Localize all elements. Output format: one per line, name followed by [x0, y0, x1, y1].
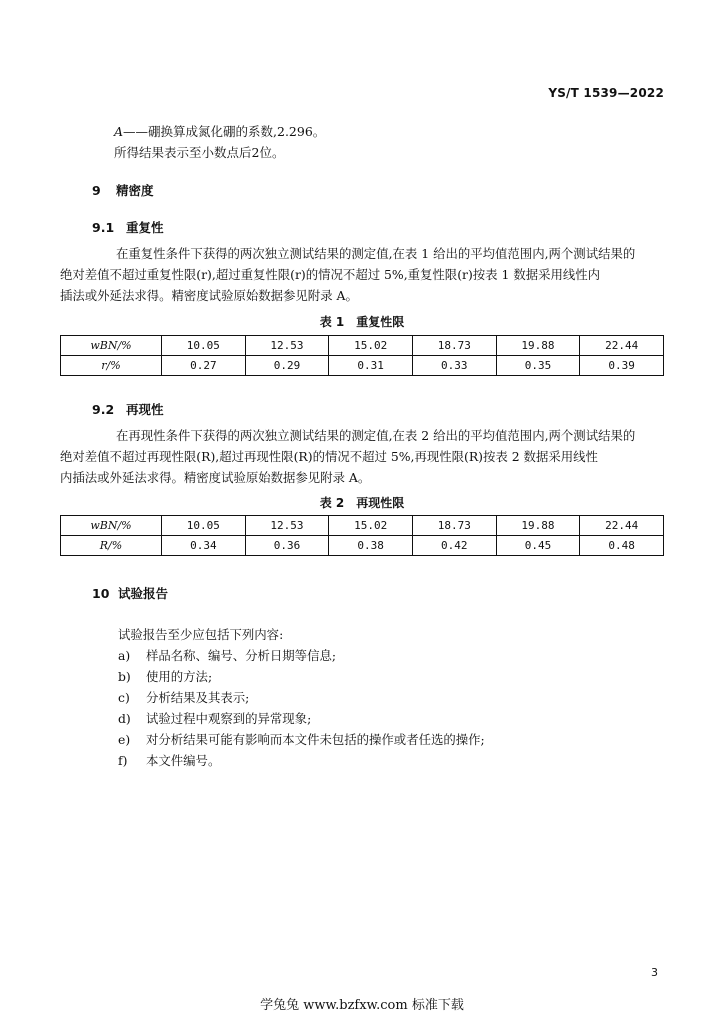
section-9-1-heading	[92, 218, 164, 236]
table-cell: 12.53	[245, 336, 329, 356]
section-number: 9.1	[92, 220, 115, 235]
section-9-2-heading	[92, 400, 164, 418]
list-item	[118, 730, 485, 748]
table-cell: 10.05	[162, 336, 246, 356]
list-item	[118, 667, 212, 685]
table-cell: 19.88	[496, 516, 580, 536]
list-text: 试验过程中观察到的异常现象;	[146, 711, 312, 726]
rounding-note: 所得结果表示至小数点后2位。	[114, 145, 285, 160]
table-row	[61, 536, 664, 556]
row-header: R/%	[61, 536, 162, 556]
paragraph-line: 在重复性条件下获得的两次独立测试结果的测定值,在表 1 给出的平均值范围内,两个测试结果的	[116, 246, 636, 261]
list-marker: d)	[118, 711, 131, 726]
row-header: wBN/%	[61, 516, 162, 536]
list-text: 分析结果及其表示;	[146, 690, 250, 705]
table-cell: 0.27	[162, 356, 246, 376]
table-row	[61, 336, 664, 356]
section-title: 试验报告	[118, 586, 169, 601]
row-header: r/%	[61, 356, 162, 376]
table-cell: 22.44	[580, 516, 664, 536]
table-cell: 0.33	[412, 356, 496, 376]
paragraph-line: 绝对差值不超过再现性限(R),超过再现性限(R)的情况不超过 5%,再现性限(R)按表 2 数据采用线性	[60, 449, 598, 464]
section-title: 再现性	[126, 402, 164, 417]
table-cell: 22.44	[580, 336, 664, 356]
paragraph-line: 绝对差值不超过重复性限(r),超过重复性限(r)的情况不超过 5%,重复性限(r)按表 1 数据采用线性内	[60, 267, 601, 282]
list-text: 样品名称、编号、分析日期等信息;	[146, 648, 337, 663]
table-cell: 0.31	[329, 356, 413, 376]
formula-symbol-definition	[114, 122, 325, 140]
section-number: 9.2	[92, 402, 115, 417]
table-2-caption: 表 2 再现性限	[319, 496, 405, 510]
table-1-caption: 表 1 重复性限	[319, 315, 405, 329]
list-item	[118, 646, 336, 664]
table-cell: 18.73	[412, 336, 496, 356]
table-2	[60, 515, 664, 556]
table-cell: 12.53	[245, 516, 329, 536]
formula-symbol: A	[114, 124, 124, 139]
list-marker: b)	[118, 669, 131, 684]
table-cell: 0.38	[329, 536, 413, 556]
document-code: YS/T 1539—2022	[548, 86, 664, 100]
list-text: 使用的方法;	[146, 669, 213, 684]
list-item	[118, 751, 220, 769]
list-marker: c)	[118, 690, 130, 705]
table-cell: 0.39	[580, 356, 664, 376]
table-cell: 0.34	[162, 536, 246, 556]
table-1	[60, 335, 664, 376]
list-text: 本文件编号。	[146, 753, 221, 768]
section-9-heading	[92, 181, 154, 199]
list-marker: f)	[118, 753, 128, 768]
table-cell: 10.05	[162, 516, 246, 536]
table-cell: 0.36	[245, 536, 329, 556]
list-marker: e)	[118, 732, 131, 747]
paragraph-line: 在再现性条件下获得的两次独立测试结果的测定值,在表 2 给出的平均值范围内,两个测试结果的	[116, 428, 636, 443]
row-header: wBN/%	[61, 336, 162, 356]
report-intro: 试验报告至少应包括下列内容:	[118, 627, 284, 642]
section-title: 重复性	[126, 220, 164, 235]
table-cell: 0.48	[580, 536, 664, 556]
table-cell: 15.02	[329, 336, 413, 356]
list-marker: a)	[118, 648, 131, 663]
table-cell: 19.88	[496, 336, 580, 356]
formula-definition: ——硼换算成氮化硼的系数,2.296。	[123, 124, 326, 139]
table-cell: 0.45	[496, 536, 580, 556]
table-cell: 0.35	[496, 356, 580, 376]
section-number: 10	[92, 586, 110, 601]
list-text: 对分析结果可能有影响而本文件未包括的操作或者任选的操作;	[146, 732, 485, 747]
page-number: 3	[651, 966, 658, 979]
table-row	[61, 356, 664, 376]
table-cell: 0.42	[412, 536, 496, 556]
table-cell: 15.02	[329, 516, 413, 536]
section-number: 9	[92, 183, 101, 198]
table-cell: 0.29	[245, 356, 329, 376]
footer-watermark: 学兔兔 www.bzfxw.com 标准下载	[260, 998, 464, 1013]
list-item	[118, 688, 249, 706]
section-9-1-paragraph	[60, 243, 664, 306]
table-cell: 18.73	[412, 516, 496, 536]
table-row	[61, 516, 664, 536]
paragraph-line: 内插法或外延法求得。精密度试验原始数据参见附录 A。	[60, 470, 371, 485]
list-item	[118, 709, 311, 727]
section-title: 精密度	[116, 183, 154, 198]
paragraph-line: 插法或外延法求得。精密度试验原始数据参见附录 A。	[60, 288, 358, 303]
section-10-heading	[92, 584, 168, 602]
section-9-2-paragraph	[60, 425, 664, 488]
